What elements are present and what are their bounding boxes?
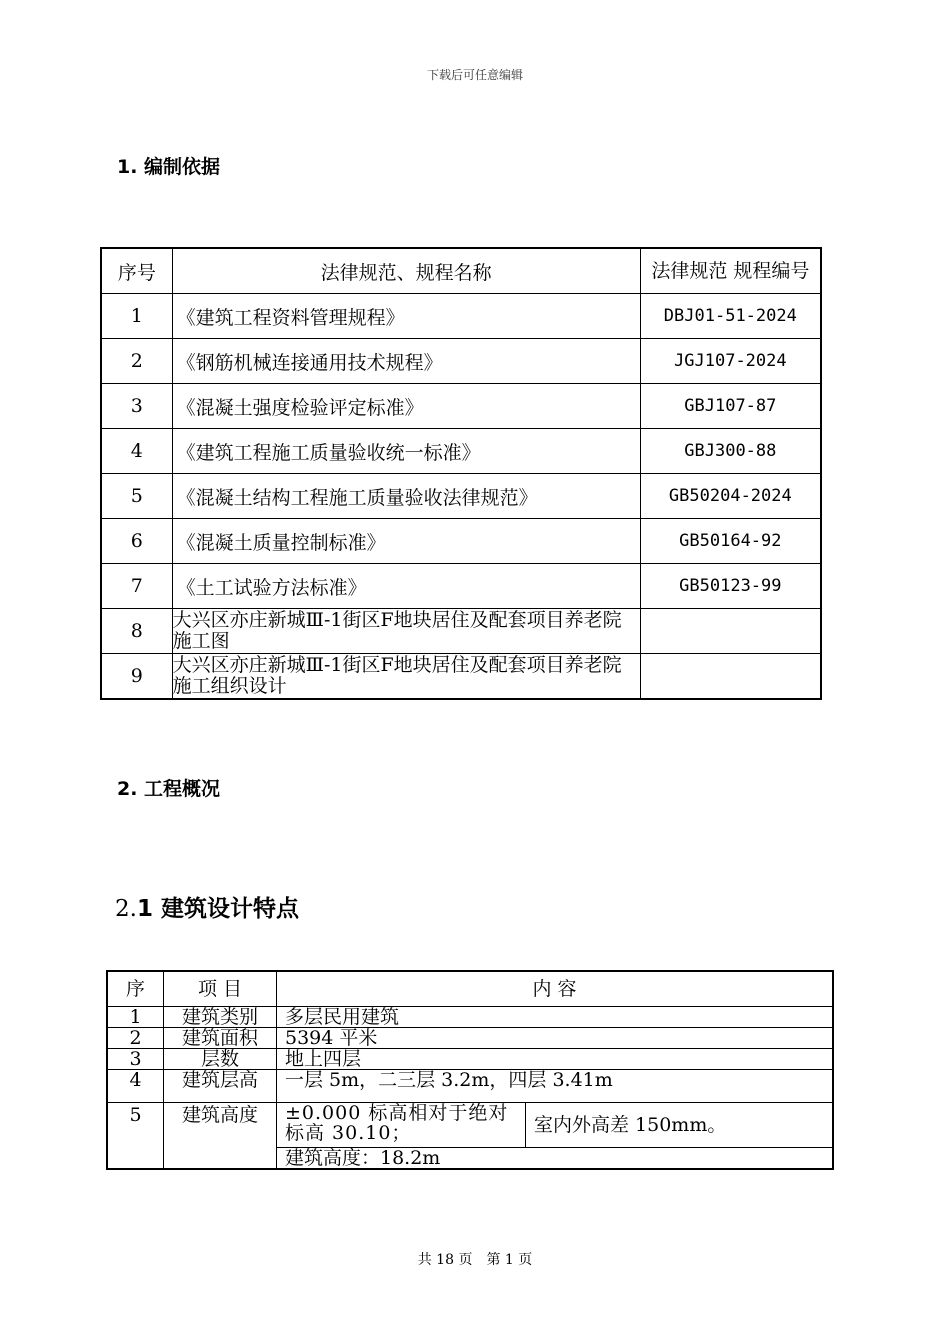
header-no: 序号 — [101, 248, 172, 294]
header-name: 法律规范、规程名称 — [172, 248, 640, 294]
row-item: 建筑层高 — [164, 1070, 277, 1103]
header-item: 项 目 — [164, 971, 277, 1007]
row-no: 1 — [107, 1007, 164, 1028]
row-content: 5394 平米 — [277, 1028, 834, 1049]
row-code: GB50164-92 — [640, 519, 821, 564]
row-code: GB50204-2024 — [640, 474, 821, 519]
table-row — [101, 429, 821, 474]
table-row — [101, 474, 821, 519]
page-footer: 共 18 页 第 1 页 — [417, 1252, 533, 1268]
row-code — [640, 654, 821, 700]
table-row — [107, 1070, 833, 1103]
table-row — [107, 1007, 833, 1028]
row-code: JGJ107-2024 — [640, 339, 821, 384]
row-no: 8 — [101, 609, 172, 654]
regulations-table — [100, 247, 822, 700]
row-name: 《建筑工程施工质量验收统一标准》 — [172, 429, 640, 474]
row-name: 《钢筋机械连接通用技术规程》 — [172, 339, 640, 384]
header-note: 下载后可任意编辑 — [426, 68, 523, 82]
row-item: 建筑面积 — [164, 1028, 277, 1049]
row-name: 《混凝土质量控制标准》 — [172, 519, 640, 564]
row-content: 多层民用建筑 — [277, 1007, 834, 1028]
row-content: 一层 5m，二三层 3.2m，四层 3.41m — [277, 1070, 834, 1103]
row-code — [640, 609, 821, 654]
row-code: DBJ01-51-2024 — [640, 294, 821, 339]
row-no: 5 — [107, 1103, 164, 1170]
section-2-1-title — [115, 890, 299, 923]
row-content-c: 建筑高度：18.2m — [277, 1148, 834, 1170]
row-item: 层数 — [164, 1049, 277, 1070]
table-row — [107, 1028, 833, 1049]
header-code: 法律规范 规程编号 — [640, 248, 821, 294]
header-no: 序 — [107, 971, 164, 1007]
row-content-a: ±0.000 标高相对于绝对标高 30.10； — [277, 1103, 526, 1148]
table-row — [101, 654, 821, 700]
row-name: 《土工试验方法标准》 — [172, 564, 640, 609]
table-header-row — [101, 248, 821, 294]
row-code: GBJ107-87 — [640, 384, 821, 429]
row-no: 3 — [101, 384, 172, 429]
row-code: GBJ300-88 — [640, 429, 821, 474]
row-no: 4 — [107, 1070, 164, 1103]
table-row — [107, 1103, 833, 1148]
table-row — [101, 564, 821, 609]
row-no: 3 — [107, 1049, 164, 1070]
table-row — [101, 519, 821, 564]
table-row — [101, 339, 821, 384]
row-item: 建筑类别 — [164, 1007, 277, 1028]
row-name: 大兴区亦庄新城Ⅲ-1街区F地块居住及配套项目养老院施工图 — [172, 609, 640, 654]
section-2-1-number: 2. — [115, 896, 137, 922]
table-row — [101, 384, 821, 429]
row-no: 9 — [101, 654, 172, 700]
header-content: 内 容 — [277, 971, 834, 1007]
row-no: 2 — [101, 339, 172, 384]
section-1-title: 1. 编制依据 — [117, 156, 221, 178]
row-code: GB50123-99 — [640, 564, 821, 609]
section-2-title: 2. 工程概况 — [117, 778, 221, 800]
row-content: 地上四层 — [277, 1049, 834, 1070]
row-name: 《混凝土结构工程施工质量验收法律规范》 — [172, 474, 640, 519]
row-no: 4 — [101, 429, 172, 474]
row-name: 《混凝土强度检验评定标准》 — [172, 384, 640, 429]
table-row — [101, 294, 821, 339]
row-item: 建筑高度 — [164, 1103, 277, 1170]
table-row — [107, 1049, 833, 1070]
row-name: 大兴区亦庄新城Ⅲ-1街区F地块居住及配套项目养老院施工组织设计 — [172, 654, 640, 700]
row-content-b: 室内外高差 150mm。 — [526, 1103, 834, 1148]
row-name: 《建筑工程资料管理规程》 — [172, 294, 640, 339]
row-no: 2 — [107, 1028, 164, 1049]
table-header-row — [107, 971, 833, 1007]
section-2-1-label: 1 建筑设计特点 — [136, 896, 299, 922]
row-no: 1 — [101, 294, 172, 339]
building-features-table — [106, 970, 834, 1170]
row-no: 6 — [101, 519, 172, 564]
table-row — [101, 609, 821, 654]
row-no: 7 — [101, 564, 172, 609]
row-no: 5 — [101, 474, 172, 519]
